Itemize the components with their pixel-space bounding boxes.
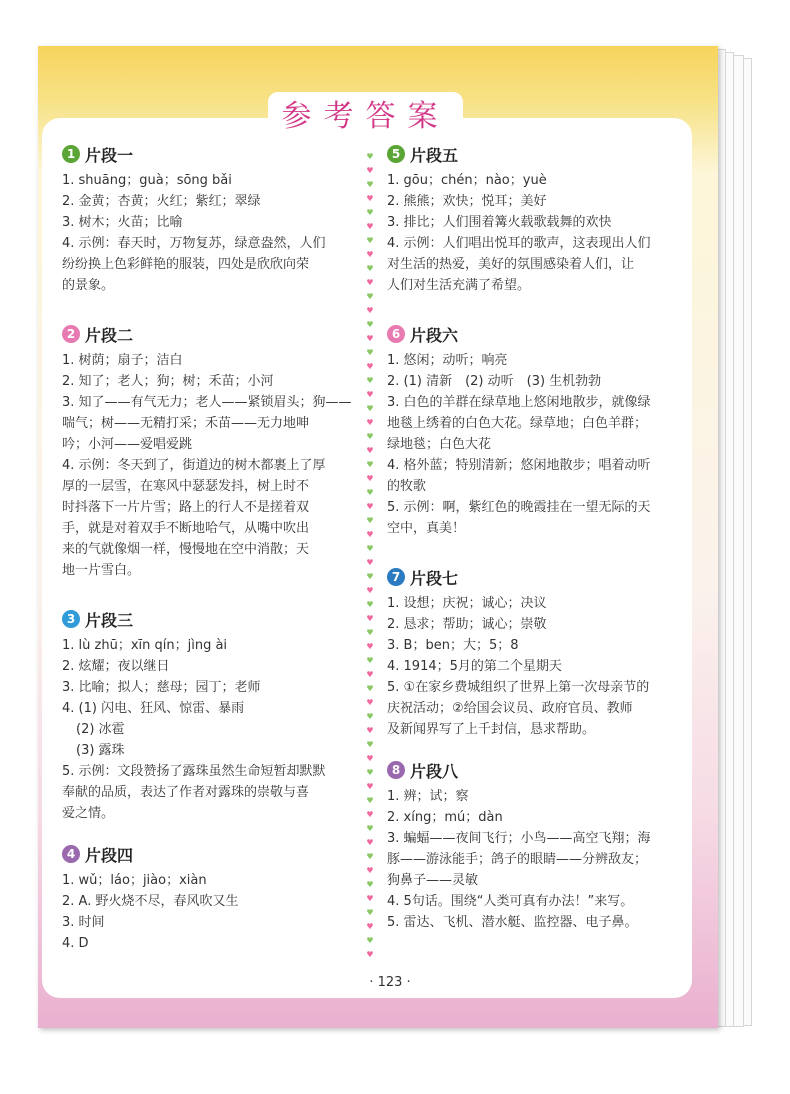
answer-line: 4. 示例：人们唱出悦耳的歌声，这表现出人们 bbox=[387, 236, 651, 251]
section-header bbox=[387, 565, 682, 589]
heart-icon: ♥ bbox=[366, 586, 374, 595]
heart-icon: ♥ bbox=[366, 152, 374, 161]
section-title: 片段一 bbox=[85, 145, 134, 165]
answer-line: 3. 比喻；拟人；慈母；园丁；老师 bbox=[62, 680, 261, 695]
answer-line: 爱之情。 bbox=[62, 806, 115, 821]
right-column bbox=[387, 142, 682, 939]
answer-line: 4. 1914；5月的第二个星期天 bbox=[387, 659, 562, 674]
answer-line: 吟；小河——爱唱爱跳 bbox=[62, 437, 193, 452]
section-title: 片段三 bbox=[85, 610, 134, 630]
section-header bbox=[62, 142, 357, 166]
section-number-badge: 2 bbox=[62, 325, 80, 343]
heart-icon: ♥ bbox=[366, 572, 374, 581]
answer-line: 5. 示例：啊，紫红色的晚霞挂在一望无际的天 bbox=[387, 500, 651, 515]
answer-line: 1. 悠闲；动听；响亮 bbox=[387, 353, 508, 368]
section-number-badge: 8 bbox=[387, 761, 405, 779]
answer-line: 3. 时间 bbox=[62, 915, 105, 930]
section-number-badge: 3 bbox=[62, 610, 80, 628]
heart-icon: ♥ bbox=[366, 726, 374, 735]
answer-line: 的景象。 bbox=[62, 278, 115, 293]
answer-line: 的牧歌 bbox=[387, 479, 427, 494]
section-number-badge: 1 bbox=[62, 145, 80, 163]
answer-line: 4. 示例：春天时，万物复苏，绿意盎然，人们 bbox=[62, 236, 326, 251]
section-title: 片段四 bbox=[85, 845, 134, 865]
answer-line: 2. A. 野火烧不尽，春风吹又生 bbox=[62, 894, 239, 909]
heart-icon: ♥ bbox=[366, 614, 374, 623]
answer-line: 空中，真美！ bbox=[387, 521, 466, 536]
answer-line: 1. gōu；chén；nào；yuè bbox=[387, 173, 547, 188]
answer-line: 3. 白色的羊群在绿草地上悠闲地散步，就像绿 bbox=[387, 395, 651, 410]
answer-line: 奉献的品质，表达了作者对露珠的崇敬与喜 bbox=[62, 785, 310, 800]
answer-line: 3. 排比；人们围着篝火载歌载舞的欢快 bbox=[387, 215, 612, 230]
answer-line: 1. 设想；庆祝；诚心；决议 bbox=[387, 596, 547, 611]
answer-section bbox=[62, 322, 357, 581]
answer-section bbox=[387, 565, 682, 740]
heart-icon: ♥ bbox=[366, 824, 374, 833]
answer-line: 4. 示例：冬天到了，街道边的树木都裹上了厚 bbox=[62, 458, 326, 473]
section-header bbox=[62, 607, 357, 631]
section-title: 片段七 bbox=[410, 568, 459, 588]
answer-section bbox=[387, 758, 682, 933]
answer-line: 4. 5句话。围绕“人类可真有办法！”来写。 bbox=[387, 894, 634, 909]
answer-line: 纷纷换上色彩鲜艳的服装，四处是欣欣向荣 bbox=[62, 257, 310, 272]
answer-line: 3. 蝙蝠——夜间飞行；小鸟——高空飞翔；海 bbox=[387, 831, 651, 846]
section-header bbox=[62, 322, 357, 346]
section-number-badge: 7 bbox=[387, 568, 405, 586]
answer-line: 及新闻界写了上千封信，恳求帮助。 bbox=[387, 722, 596, 737]
answer-line: 对生活的热爱，美好的氛围感染着人们，让 bbox=[387, 257, 635, 272]
heart-icon: ♥ bbox=[366, 880, 374, 889]
heart-icon: ♥ bbox=[366, 264, 374, 273]
answer-section bbox=[387, 142, 682, 296]
heart-icon: ♥ bbox=[366, 334, 374, 343]
heart-icon: ♥ bbox=[366, 362, 374, 371]
answer-line: 4. 格外蓝；特别清新；悠闲地散步；唱着动听 bbox=[387, 458, 651, 473]
answer-line: 喘气；树——无精打采；禾苗——无力地呻 bbox=[62, 416, 310, 431]
heart-icon: ♥ bbox=[366, 516, 374, 525]
heart-icon: ♥ bbox=[366, 740, 374, 749]
heart-icon: ♥ bbox=[366, 712, 374, 721]
heart-icon: ♥ bbox=[366, 754, 374, 763]
answer-section bbox=[62, 607, 357, 824]
heart-icon: ♥ bbox=[366, 670, 374, 679]
section-title: 片段五 bbox=[410, 145, 459, 165]
heart-icon: ♥ bbox=[366, 446, 374, 455]
section-number-badge: 4 bbox=[62, 845, 80, 863]
answer-line: 1. wǔ；láo；jiào；xiàn bbox=[62, 873, 207, 888]
answer-section bbox=[62, 842, 357, 954]
page-title: 参考答案 bbox=[268, 92, 463, 142]
heart-icon: ♥ bbox=[366, 180, 374, 189]
answer-line: 人们对生活充满了希望。 bbox=[387, 278, 531, 293]
answer-line: 4. (1) 闪电、狂风、惊雷、暴雨 bbox=[62, 701, 245, 716]
answer-line: 3. 知了——有气无力；老人——紧锁眉头；狗—— bbox=[62, 395, 352, 410]
answer-line: 5. 示例：文段赞扬了露珠虽然生命短暂却默默 bbox=[62, 764, 326, 779]
section-number-badge: 5 bbox=[387, 145, 405, 163]
heart-icon: ♥ bbox=[366, 698, 374, 707]
heart-icon: ♥ bbox=[366, 684, 374, 693]
heart-icon: ♥ bbox=[366, 222, 374, 231]
answer-line: 2. xíng；mú；dàn bbox=[387, 810, 503, 825]
heart-icon: ♥ bbox=[366, 768, 374, 777]
answer-line: (2) 冰雹 bbox=[76, 722, 125, 737]
heart-icon: ♥ bbox=[366, 852, 374, 861]
answer-line: (3) 露珠 bbox=[76, 743, 125, 758]
heart-icon: ♥ bbox=[366, 530, 374, 539]
answer-line: 豚——游泳能手；鸽子的眼睛——分辨敌友； bbox=[387, 852, 648, 867]
heart-icon: ♥ bbox=[366, 250, 374, 259]
heart-icon: ♥ bbox=[366, 642, 374, 651]
answer-line: 手，就是对着双手不断地哈气，从嘴中吹出 bbox=[62, 521, 310, 536]
heart-icon: ♥ bbox=[366, 474, 374, 483]
heart-icon: ♥ bbox=[366, 348, 374, 357]
section-number-badge: 6 bbox=[387, 325, 405, 343]
section-title: 片段二 bbox=[85, 325, 134, 345]
left-column bbox=[62, 142, 357, 960]
heart-icon: ♥ bbox=[366, 558, 374, 567]
answer-line: 庆祝活动；②给国会议员、政府官员、教师 bbox=[387, 701, 633, 716]
heart-icon: ♥ bbox=[366, 432, 374, 441]
heart-icon: ♥ bbox=[366, 810, 374, 819]
heart-icon: ♥ bbox=[366, 838, 374, 847]
answer-line: 来的气就像烟一样，慢慢地在空中消散；天 bbox=[62, 542, 310, 557]
answer-line: 1. shuāng；guà；sōng bǎi bbox=[62, 173, 232, 188]
answer-line: 厚的一层雪，在寒风中瑟瑟发抖，树上时不 bbox=[62, 479, 310, 494]
heart-icon: ♥ bbox=[366, 320, 374, 329]
answer-line: 5. ①在家乡费城组织了世界上第一次母亲节的 bbox=[387, 680, 650, 695]
answer-line: 1. 辨；试；察 bbox=[387, 789, 469, 804]
answer-line: 5. 雷达、飞机、潜水艇、监控器、电子鼻。 bbox=[387, 915, 638, 930]
answer-line: 2. 知了；老人；狗；树；禾苗；小河 bbox=[62, 374, 274, 389]
heart-icon: ♥ bbox=[366, 390, 374, 399]
answer-line: 时抖落下一片片雪；路上的行人不是搓着双 bbox=[62, 500, 310, 515]
heart-icon: ♥ bbox=[366, 656, 374, 665]
heart-icon: ♥ bbox=[366, 908, 374, 917]
heart-icon: ♥ bbox=[366, 600, 374, 609]
answer-line: 2. (1) 清新 (2) 动听 (3) 生机勃勃 bbox=[387, 374, 602, 389]
section-title: 片段八 bbox=[410, 761, 459, 781]
answer-line: 1. 树荫；扇子；洁白 bbox=[62, 353, 183, 368]
answer-line: 狗鼻子——灵敏 bbox=[387, 873, 479, 888]
answer-line: 2. 熊熊；欢快；悦耳；美好 bbox=[387, 194, 547, 209]
answer-line: 4. D bbox=[62, 936, 89, 951]
answer-line: 1. lù zhū；xīn qín；jìng ài bbox=[62, 638, 228, 653]
section-title: 片段六 bbox=[410, 325, 459, 345]
heart-icon: ♥ bbox=[366, 544, 374, 553]
heart-icon: ♥ bbox=[366, 208, 374, 217]
answer-line: 2. 金黄；杏黄；火红；紫红；翠绿 bbox=[62, 194, 261, 209]
heart-icon: ♥ bbox=[366, 278, 374, 287]
heart-icon: ♥ bbox=[366, 376, 374, 385]
page-number: · 123 · bbox=[369, 975, 411, 990]
section-header bbox=[387, 142, 682, 166]
answer-line: 3. B；ben；大；5；8 bbox=[387, 638, 519, 653]
section-header bbox=[387, 322, 682, 346]
heart-icon: ♥ bbox=[366, 166, 374, 175]
heart-icon: ♥ bbox=[366, 502, 374, 511]
answer-section bbox=[62, 142, 357, 296]
heart-icon: ♥ bbox=[366, 194, 374, 203]
heart-icon: ♥ bbox=[366, 922, 374, 931]
heart-icon: ♥ bbox=[366, 796, 374, 805]
heart-icon: ♥ bbox=[366, 936, 374, 945]
answer-line: 绿地毯；白色大花 bbox=[387, 437, 492, 452]
answer-line: 2. 恳求；帮助；诚心；崇敬 bbox=[387, 617, 547, 632]
answer-line: 3. 树木；火苗；比喻 bbox=[62, 215, 183, 230]
answer-line: 地一片雪白。 bbox=[62, 563, 141, 578]
heart-divider bbox=[364, 150, 376, 960]
heart-icon: ♥ bbox=[366, 292, 374, 301]
section-header bbox=[62, 842, 357, 866]
answer-line: 地毯上绣着的白色大花。绿草地；白色羊群； bbox=[387, 416, 648, 431]
heart-icon: ♥ bbox=[366, 894, 374, 903]
heart-icon: ♥ bbox=[366, 782, 374, 791]
heart-icon: ♥ bbox=[366, 628, 374, 637]
heart-icon: ♥ bbox=[366, 236, 374, 245]
heart-icon: ♥ bbox=[366, 404, 374, 413]
heart-icon: ♥ bbox=[366, 306, 374, 315]
heart-icon: ♥ bbox=[366, 866, 374, 875]
heart-icon: ♥ bbox=[366, 488, 374, 497]
section-header bbox=[387, 758, 682, 782]
heart-icon: ♥ bbox=[366, 418, 374, 427]
heart-icon: ♥ bbox=[366, 460, 374, 469]
answer-section bbox=[387, 322, 682, 539]
answer-line: 2. 炫耀；夜以继日 bbox=[62, 659, 170, 674]
heart-icon: ♥ bbox=[366, 950, 374, 959]
